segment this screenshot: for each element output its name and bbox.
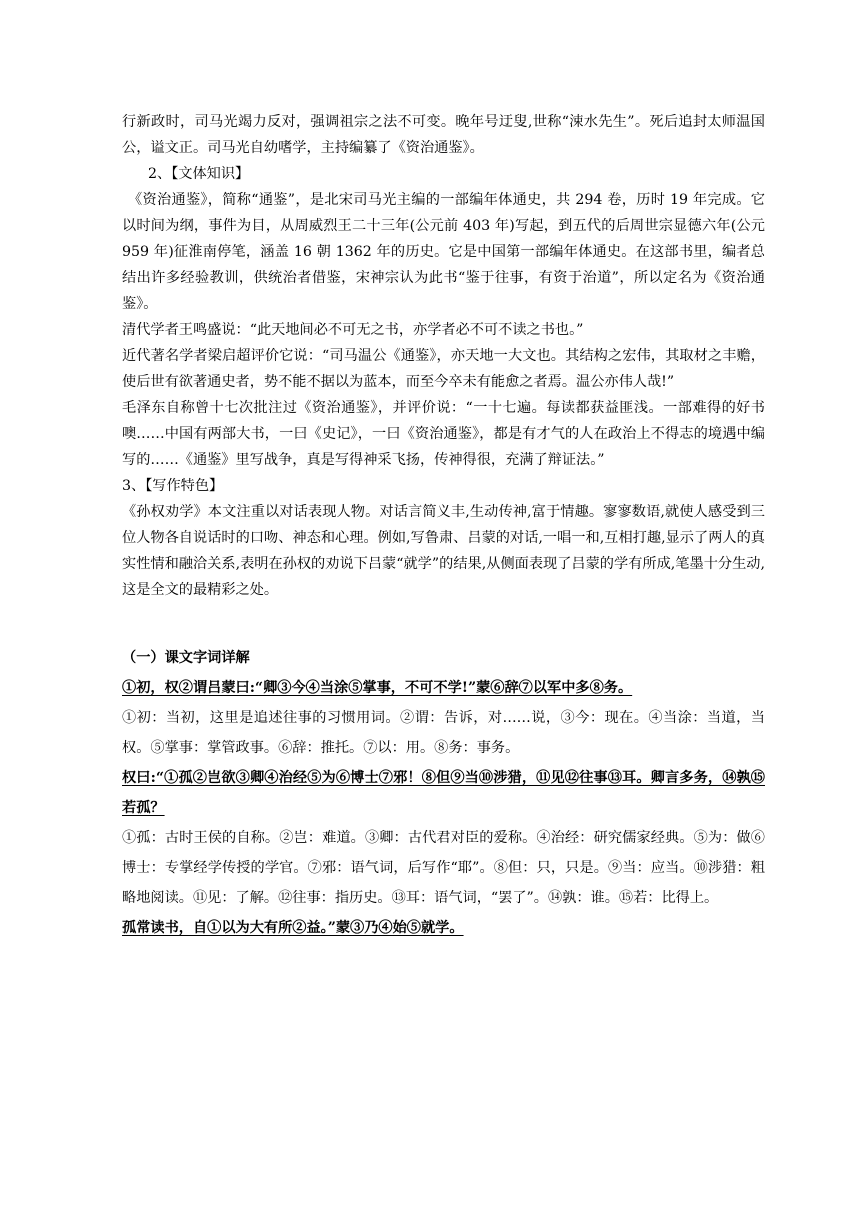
vocab-notes-2: ①孤：古时王侯的自称。②岂：难道。③卿：古代君对臣的爱称。④治经：研究儒家经典。⑤为：做⑥博士：专掌经学传授的学官。⑦邪：语气词，后写作“耶”。⑧但：只，只是。⑨当：应当。⑩涉猎：粗略地阅读。⑪见：了解。⑫往事：指历史。⑬耳：语气词，“罢了”。⑭孰：谁。⑮若：比得上。 — [122, 830, 765, 906]
genre-paragraph-1: 《资治通鉴》，简称“通鉴”，是北宋司马光主编的一部编年体通史，共 294 卷，历时 19 年完成。它以时间为纲，事件为目，从周威烈王二十三年(公元前 403 年)写起，到五代的后周世宗显德六年(公元 959 年)征淮南停笔，涵盖 16 朝 1362 年的历史。它是中国第一部编年体通史。在这部书里，编者总结出许多经验教训，供统治者借鉴，宋神宗认为此书“鉴于往事，有资于治道”，所以定名为《资治通鉴》。 — [122, 192, 765, 312]
document-page — [122, 109, 765, 943]
writing-paragraph-1: 《孙权劝学》本文注重以对话表现人物。对话言简义丰,生动传神,富于情趣。寥寥数语,就使人感受到三位人物各自说话时的口吻、神态和心理。例如,写鲁肃、吕蒙的对话,一唱一和,互相打趣,显示了两人的真实性情和融洽关系,表明在孙权的劝说下吕蒙“就学”的结果,从侧面表现了吕蒙的学有所成,笔墨十分生动,这是全文的最精彩之处。 — [122, 504, 765, 598]
genre-paragraph-3: 近代著名学者梁启超评价它说：“司马温公《通鉴》，亦天地一大文也。其结构之宏伟，其取材之丰赡，使后世有欲著通史者，势不能不据以为蓝本，而至今卒未有能愈之者焉。温公亦伟人哉!” — [122, 348, 765, 390]
spacer — [122, 603, 765, 643]
writing-heading: 3、【写作特色】 — [122, 478, 224, 494]
genre-paragraph-2: 清代学者王鸣盛说：“此天地间必不可无之书，亦学者必不可不读之书也。” — [122, 322, 584, 338]
vocab-notes-1: ①初：当初，这里是追述往事的习惯用词。②谓：告诉，对……说，③今：现在。④当涂：当道，当权。⑤掌事：掌管政事。⑥辞：推托。⑦以：用。⑧务：事务。 — [122, 710, 765, 756]
vocab-source-sentence-2: 权曰:“①孤②岂欲③卿④治经⑤为⑥博士⑦邪！⑧但⑨当⑩涉猎，⑪见⑫往事⑬耳。卿言多务，⑭孰⑮若孤？ — [122, 770, 765, 816]
vocab-source-sentence-1: ①初，权②谓吕蒙曰:“卿③今④当涂⑤掌事，不可不学!”蒙⑥辞⑦以军中多⑧务。 — [122, 680, 633, 696]
author-bio-tail: 行新政时，司马光竭力反对，强调祖宗之法不可变。晚年号迂叟,世称“涑水先生”。死后追封太师温国公，谥文正。司马光自幼嗜学，主持编纂了《资治通鉴》。 — [122, 114, 765, 156]
genre-paragraph-4: 毛泽东自称曾十七次批注过《资治通鉴》，并评价说：“一十七遍。每读都获益匪浅。一部难得的好书噢……中国有两部大书，一曰《史记》，一曰《资治通鉴》，都是有才气的人在政治上不得志的境遇中编写的……《通鉴》里写战争，真是写得神采飞扬，传神得很，充满了辩证法。” — [122, 400, 765, 468]
genre-heading: 2、【文体知识】 — [148, 166, 250, 182]
vocab-source-sentence-3: 孤常读书，自①以为大有所②益。”蒙③乃④始⑤就学。 — [122, 920, 464, 936]
vocab-section-title: （一）课文字词详解 — [122, 650, 250, 666]
